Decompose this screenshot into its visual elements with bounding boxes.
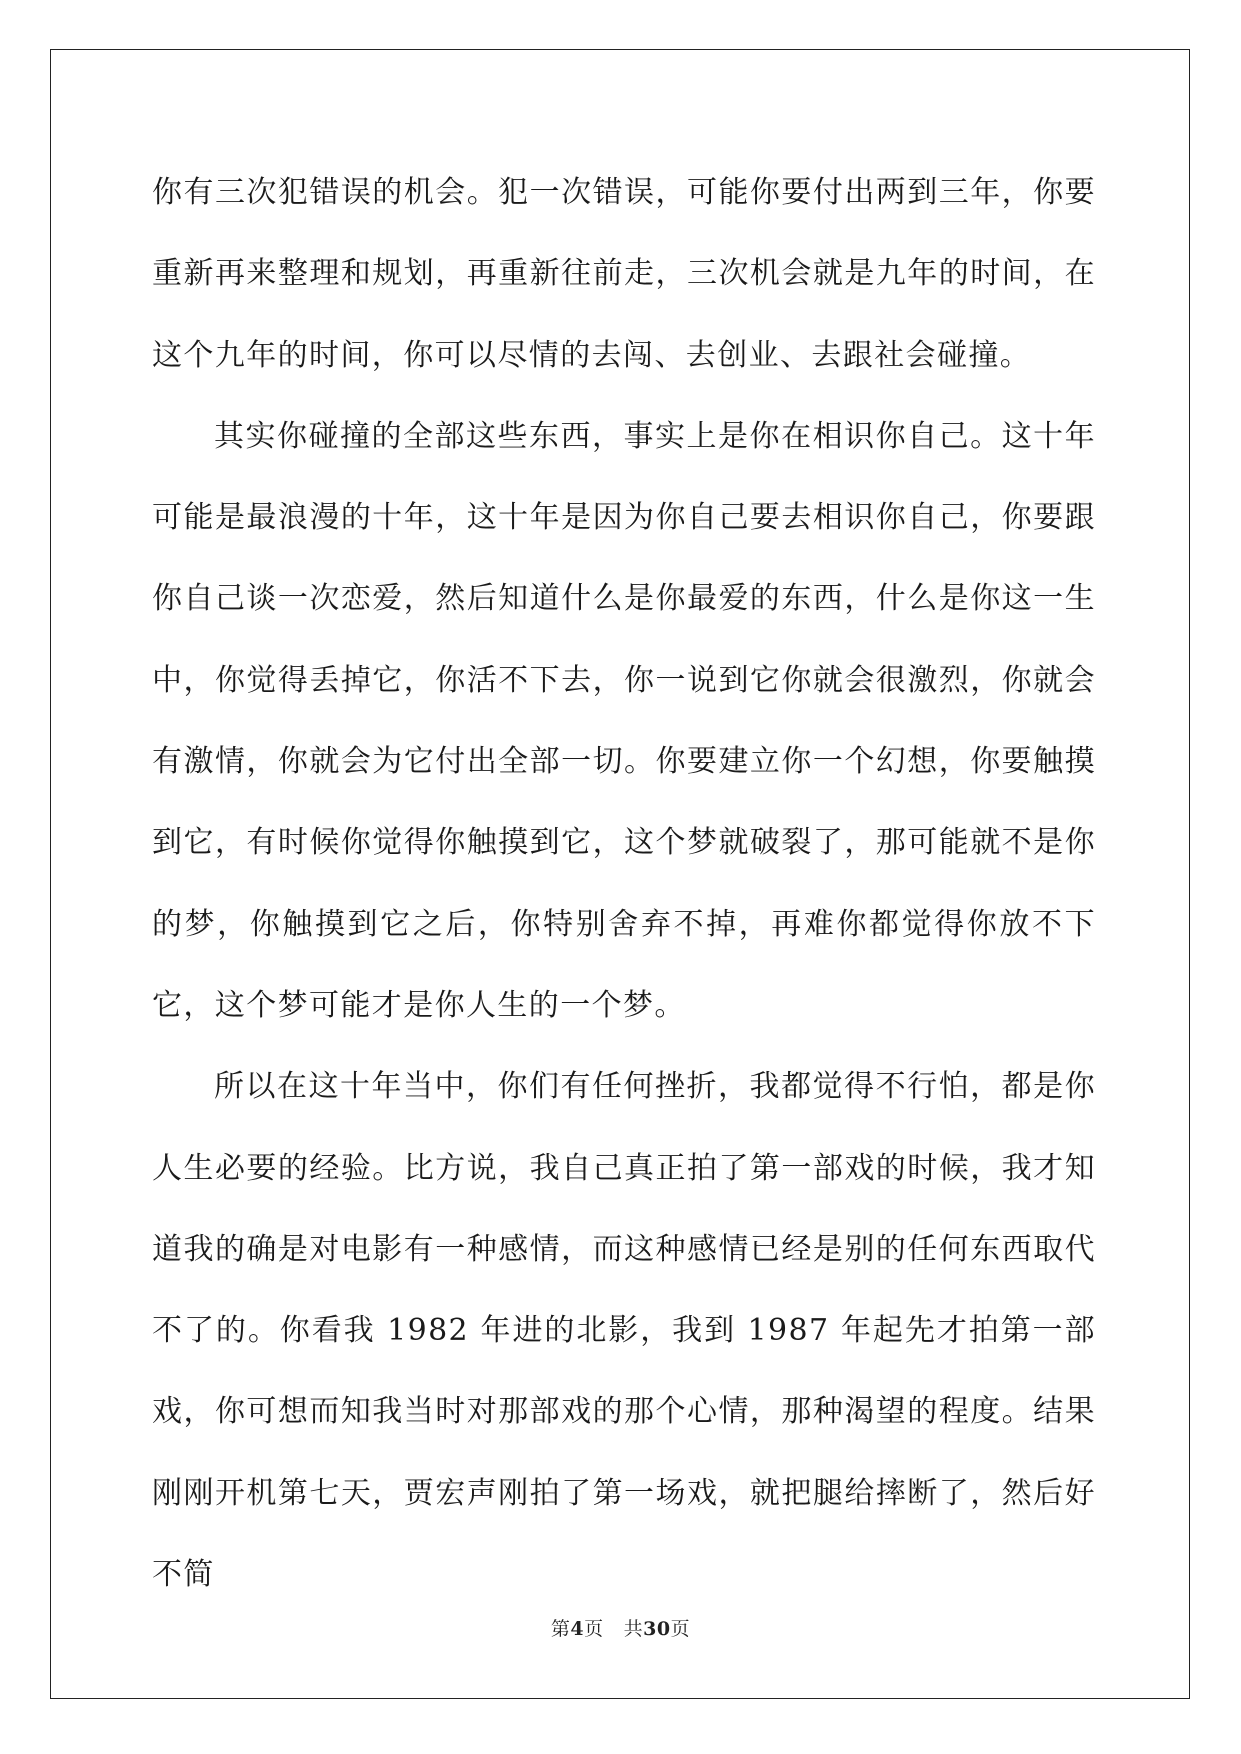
- page-number: 4: [570, 1618, 585, 1640]
- total-pages: 30: [643, 1618, 671, 1640]
- page-footer: [0, 1614, 1241, 1641]
- paragraph-3: 所以在这十年当中，你们有任何挫折，我都觉得不行怕，都是你人生必要的经验。比方说，我自己真正拍了第一部戏的时候，我才知道我的确是对电影有一种感情，而这种感情已经是别的任何东西取代不了的。你看我 1982 年进的北影，我到 1987 年起先才拍第一部戏，你可想而知我当时对那部戏的那个心情，那种渴望的程度。结果刚刚开机第七天，贾宏声刚拍了第一场戏，就把腿给摔断了，然后好不简: [152, 1069, 1096, 1593]
- page-suffix: 页: [584, 1618, 604, 1640]
- page-prefix: 第: [550, 1618, 571, 1640]
- paragraph-2: 其实你碰撞的全部这些东西，事实上是你在相识你自己。这十年可能是最浪漫的十年，这十年是因为你自己要去相识你自己，你要跟你自己谈一次恋爱，然后知道什么是你最爱的东西，什么是你这一生中，你觉得丢掉它，你活不下去，你一说到它你就会很激烈，你就会有激情，你就会为它付出全部一切。你要建立你一个幻想，你要触摸到它，有时候你觉得你触摸到它，这个梦就破裂了，那可能就不是你的梦，你触摸到它之后，你特别舍弃不掉，再难你都觉得你放不下它，这个梦可能才是你人生的一个梦。: [152, 418, 1096, 1023]
- total-prefix: 共: [623, 1618, 644, 1640]
- document-body: [152, 152, 1096, 1615]
- paragraph-1: 你有三次犯错误的机会。犯一次错误，可能你要付出两到三年，你要重新再来整理和规划，再重新往前走，三次机会就是九年的时间，在这个九年的时间，你可以尽情的去闯、去创业、去跟社会碰撞。: [152, 175, 1096, 373]
- total-suffix: 页: [670, 1618, 691, 1640]
